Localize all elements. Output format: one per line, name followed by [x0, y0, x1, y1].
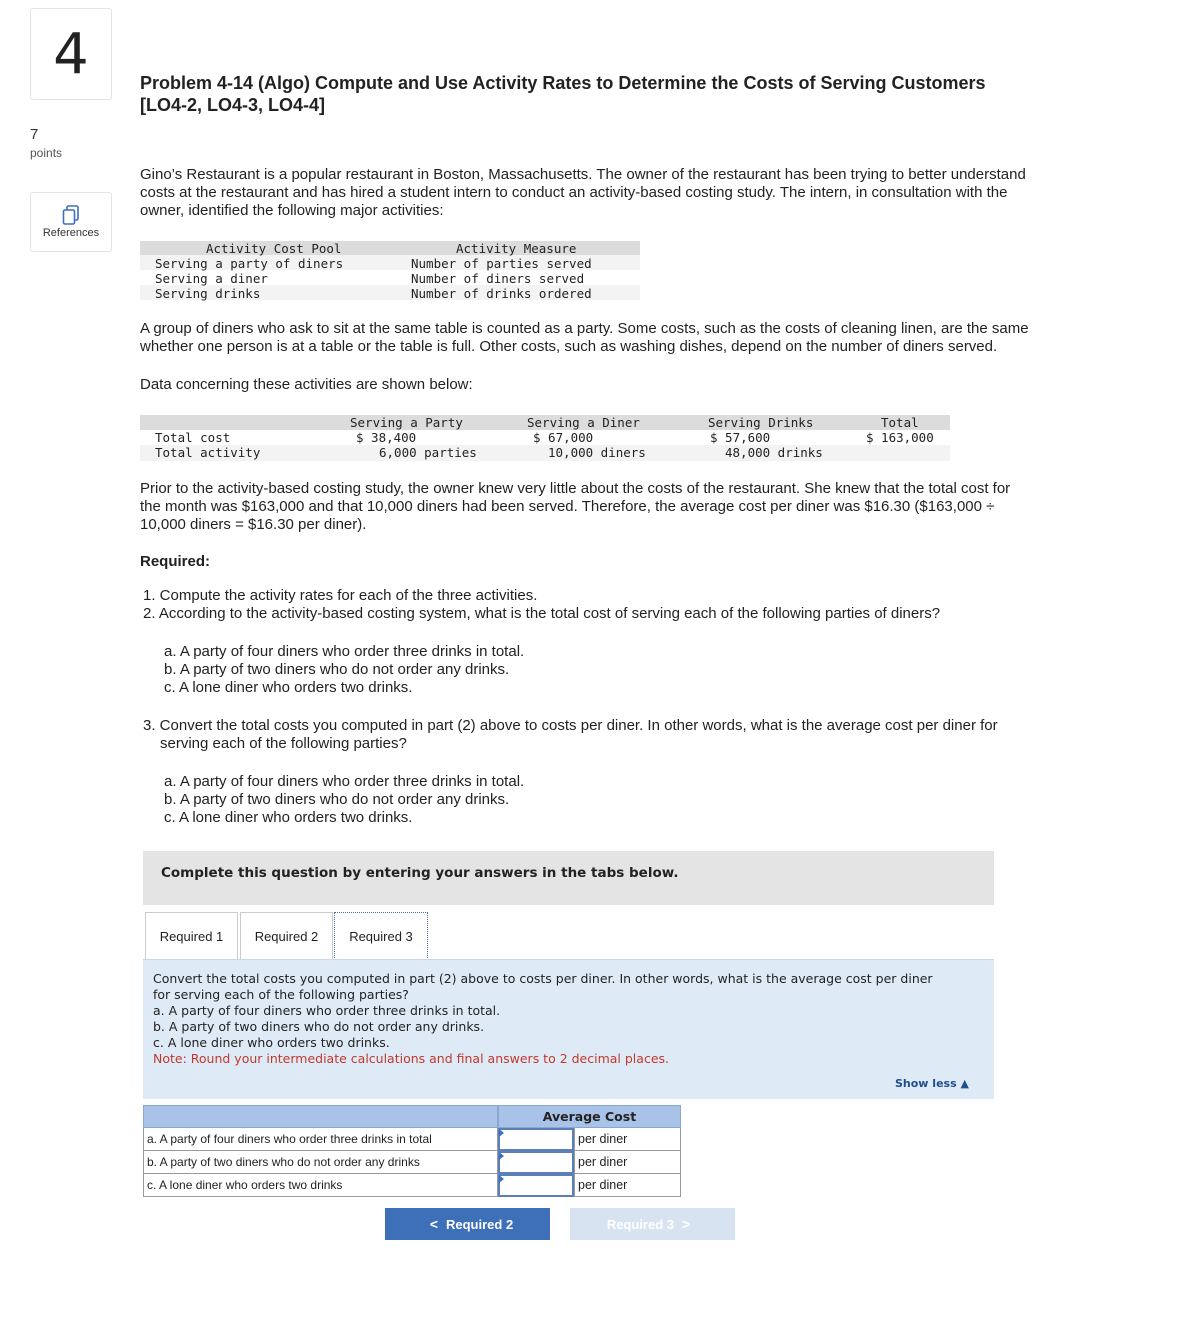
table-cell: Serving a party of diners	[155, 256, 344, 271]
table-row	[143, 1174, 681, 1197]
tab-panel	[143, 959, 994, 1099]
table-header-cell: Serving a Diner	[527, 415, 640, 430]
intro-line: costs at the restaurant and has hired a student intern to conduct an activity-based costing study. The intern, in consultation with the	[140, 184, 1008, 201]
table-header-cell: Activity Measure	[456, 241, 577, 256]
problem-title-line1: Problem 4-14 (Algo) Compute and Use Activity Rates to Determine the Costs of Serving Customers	[140, 73, 986, 93]
answer-unit: per diner	[574, 1174, 681, 1197]
answer-table	[143, 1105, 681, 1198]
paragraph-line: whether one person is at a table or the table is full. Other costs, such as washing dishes, depend on the number of diners served.	[140, 338, 998, 355]
intro-paragraph	[140, 166, 1075, 220]
required-item-3c: c. A lone diner who orders two drinks.	[164, 809, 413, 826]
next-tab-button	[570, 1208, 735, 1240]
chevron-left-icon: <	[429, 1216, 438, 1232]
problem-title	[140, 72, 1100, 116]
panel-line: a. A party of four diners who order three drinks in total.	[153, 1003, 501, 1018]
required-item-3: 3. Convert the total costs you computed in part (2) above to costs per diner. In other words, what is the average cost per diner for	[143, 717, 998, 734]
panel-line: b. A party of two diners who do not order any drinks.	[153, 1019, 485, 1034]
table-header-cell: Activity Cost Pool	[206, 241, 342, 256]
answer-row-label: b. A party of two diners who do not order any drinks	[143, 1151, 498, 1174]
table-header-cell: Total	[881, 415, 919, 430]
table-cell: Number of diners served	[411, 271, 585, 286]
cost-data-table	[140, 415, 950, 461]
chevron-right-icon: >	[682, 1216, 691, 1232]
question-number-box	[30, 8, 112, 100]
answer-row-label: a. A party of four diners who order three drinks in total	[143, 1128, 498, 1151]
required-item-3-cont: serving each of the following parties?	[160, 735, 407, 752]
required-item-3a: a. A party of four diners who order three drinks in total.	[164, 773, 525, 790]
activities-table	[140, 241, 640, 306]
answer-input-c[interactable]	[498, 1174, 574, 1197]
prior-paragraph	[140, 480, 1075, 534]
rounding-note: Note: Round your intermediate calculations and final answers to 2 decimal places.	[153, 1051, 669, 1066]
answer-unit: per diner	[574, 1151, 681, 1174]
table-cell: Serving drinks	[155, 286, 261, 301]
required-heading: Required:	[140, 553, 211, 570]
table-cell: 48,000 drinks	[725, 445, 823, 460]
table-row-label: Total activity	[155, 445, 261, 460]
intro-line: Gino’s Restaurant is a popular restaurant in Boston, Massachusetts. The owner of the restaurant has been trying to better understand	[140, 166, 1026, 183]
table-cell: Number of parties served	[411, 256, 592, 271]
answer-table-header-blank	[143, 1105, 498, 1128]
table-row	[143, 1151, 681, 1174]
table-cell: 6,000 parties	[379, 445, 477, 460]
previous-tab-button[interactable]	[385, 1208, 550, 1240]
previous-tab-label: Required 2	[446, 1216, 514, 1232]
answer-unit: per diner	[574, 1128, 681, 1151]
points-value: 7	[30, 126, 39, 143]
instructions-box	[143, 851, 994, 905]
table-row-label: Total cost	[155, 430, 231, 445]
table-cell: $ 57,600	[710, 430, 771, 445]
references-label: References	[42, 227, 100, 239]
required-item-3b: b. A party of two diners who do not order any drinks.	[164, 791, 510, 808]
show-less-link[interactable]	[895, 1077, 969, 1090]
show-less-label: Show less	[895, 1077, 957, 1090]
table-row	[143, 1128, 681, 1151]
problem-title-line2: [LO4-2, LO4-3, LO4-4]	[140, 95, 326, 115]
intro-line: owner, identified the following major activities:	[140, 202, 444, 219]
required-item-2: 2. According to the activity-based costing system, what is the total cost of serving each of the following parties of diners?	[143, 605, 941, 622]
table-stripe	[140, 445, 950, 461]
next-tab-label: Required 3	[606, 1216, 674, 1232]
triangle-up-icon: ▲	[960, 1077, 969, 1090]
tab-required-3[interactable]: Required 3	[334, 912, 428, 960]
paragraph-line: Prior to the activity-based costing study, the owner knew very little about the costs of the restaurant. She knew that the total cost for	[140, 480, 1011, 497]
points-label: points	[30, 146, 63, 160]
table-header-cell: Serving Drinks	[708, 415, 814, 430]
table-cell: 10,000 diners	[548, 445, 646, 460]
table-cell: Number of drinks ordered	[411, 286, 592, 301]
table-cell: $ 38,400	[356, 430, 417, 445]
required-item-2a: a. A party of four diners who order three drinks in total.	[164, 643, 525, 660]
question-number: 4	[53, 21, 89, 87]
answer-input-a[interactable]	[498, 1128, 574, 1151]
required-item-1: 1. Compute the activity rates for each of the three activities.	[143, 587, 538, 604]
paragraph-line: the month was $163,000 and that 10,000 diners had been served. Therefore, the average cost per diner was $16.30 ($163,000 ÷	[140, 498, 995, 515]
tab-required-2[interactable]: Required 2	[240, 912, 333, 960]
table-header-cell: Serving a Party	[350, 415, 463, 430]
tab-required-1[interactable]: Required 1	[145, 912, 238, 960]
table-cell: $ 67,000	[533, 430, 594, 445]
paragraph-line: A group of diners who ask to sit at the same table is counted as a party. Some costs, such as the costs of cleaning linen, are the same	[140, 320, 1029, 337]
panel-line: Convert the total costs you computed in part (2) above to costs per diner. In other words, what is the average cost per diner	[153, 971, 933, 986]
table-cell: $ 163,000	[866, 430, 934, 445]
required-item-2c: c. A lone diner who orders two drinks.	[164, 679, 413, 696]
instructions-text: Complete this question by entering your answers in the tabs below.	[161, 865, 679, 881]
references-button[interactable]	[30, 192, 112, 252]
paragraph-line: 10,000 diners = $16.30 per diner).	[140, 516, 367, 533]
party-paragraph	[140, 320, 1075, 356]
answer-input-b[interactable]	[498, 1151, 574, 1174]
required-item-2b: b. A party of two diners who do not order any drinks.	[164, 661, 510, 678]
answer-table-header: Average Cost	[498, 1105, 681, 1128]
panel-line: for serving each of the following parties?	[153, 987, 409, 1002]
table-cell: Serving a diner	[155, 271, 268, 286]
data-intro: Data concerning these activities are shown below:	[140, 376, 473, 393]
answer-row-label: c. A lone diner who orders two drinks	[143, 1174, 498, 1197]
panel-line: c. A lone diner who orders two drinks.	[153, 1035, 390, 1050]
references-icon	[62, 205, 80, 225]
